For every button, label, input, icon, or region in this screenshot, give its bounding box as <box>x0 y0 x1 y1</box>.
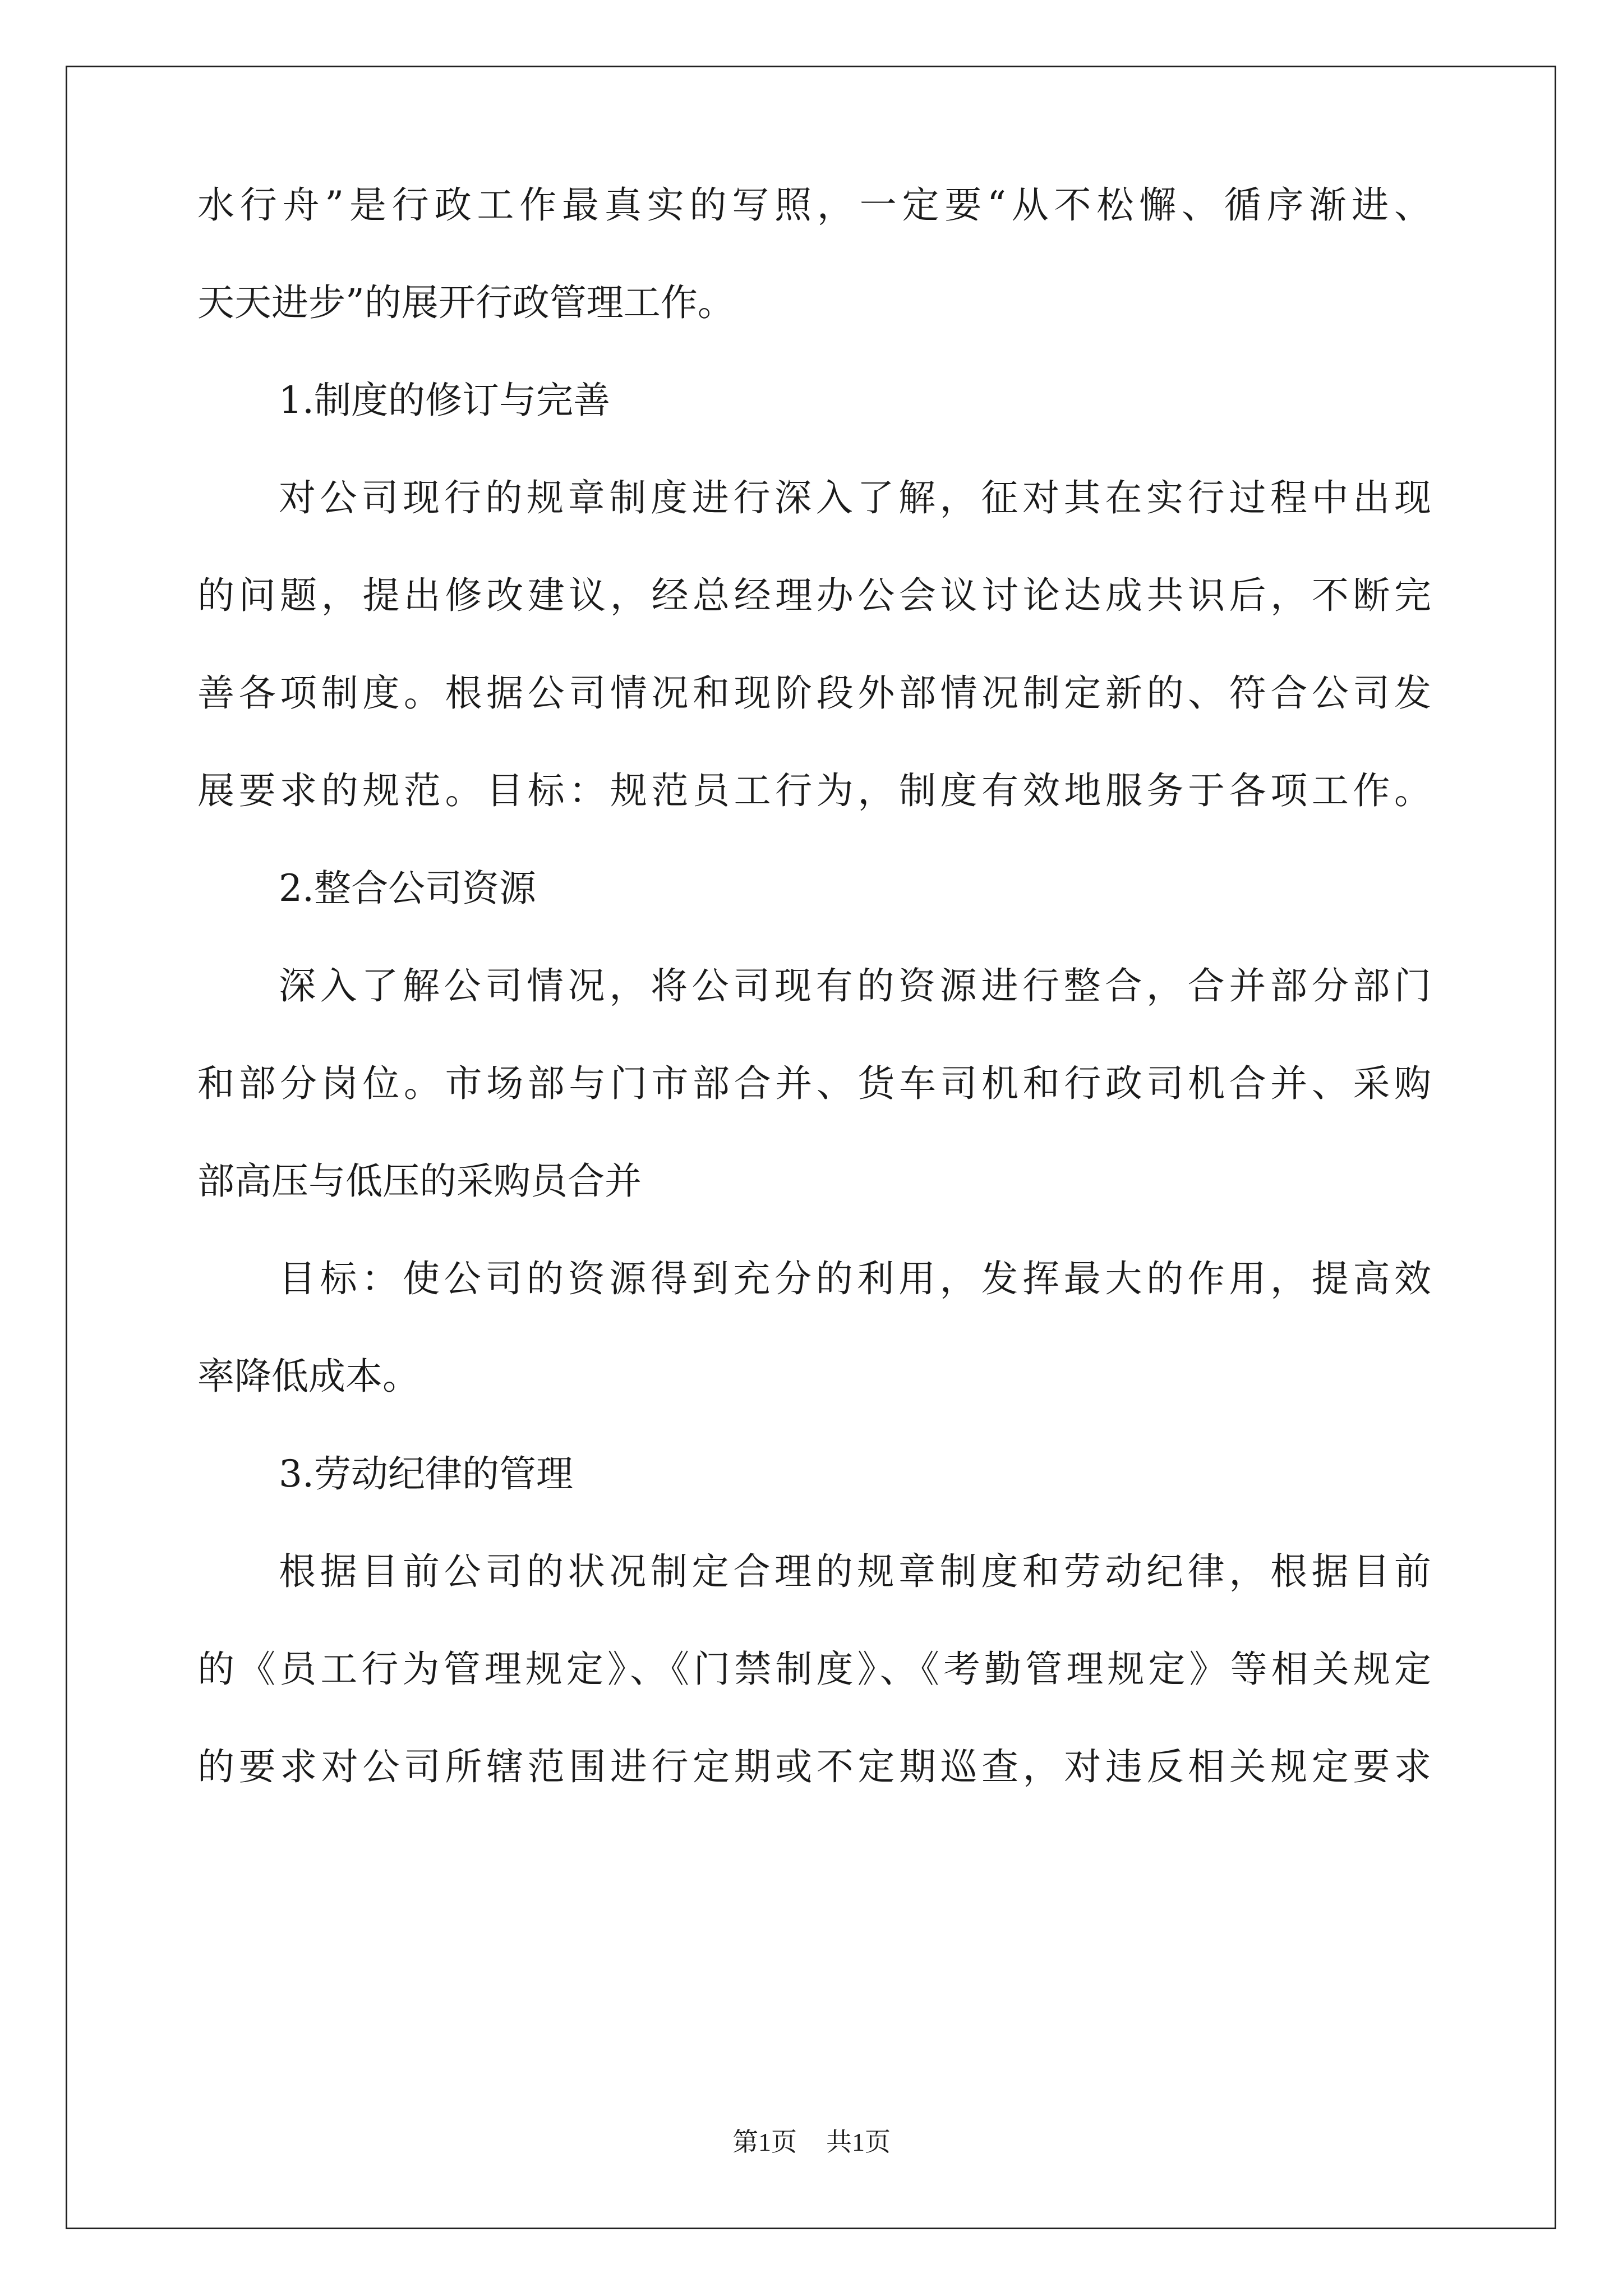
text-line: 深入了解公司情况，将公司现有的资源进行整合，合并部分部门 <box>279 964 1431 1007</box>
text-line: 目标：使公司的资源得到充分的利用，发挥最大的作用，提高效 <box>279 1257 1431 1300</box>
text-line: 2.整合公司资源 <box>279 867 536 910</box>
text-line: 展要求的规范。目标：规范员工行为，制度有效地服务于各项工作。 <box>197 769 1431 812</box>
text-line: 率降低成本。 <box>197 1355 419 1398</box>
text-line: 根据目前公司的状况制定合理的规章制度和劳动纪律，根据目前 <box>279 1550 1431 1593</box>
text-line: 1.制度的修订与完善 <box>279 379 610 422</box>
text-line: 和部分岗位。市场部与门市部合并、货车司机和行政司机合并、采购 <box>197 1062 1431 1105</box>
text-line: 天天进步”的展开行政管理工作。 <box>197 281 735 324</box>
text-line: 部高压与低压的采购员合并 <box>197 1159 642 1203</box>
document-body <box>197 183 1431 1846</box>
text-line: 善各项制度。根据公司情况和现阶段外部情况制定新的、符合公司发 <box>197 671 1431 715</box>
text-line: 水行舟”是行政工作最真实的写照，一定要“从不松懈、循序渐进、 <box>197 183 1431 227</box>
page-footer <box>0 2129 1623 2155</box>
page-total: 共1页 <box>826 2128 891 2156</box>
text-line: 的要求对公司所辖范围进行定期或不定期巡查，对违反相关规定要求 <box>197 1745 1431 1788</box>
page-number: 第1页 <box>732 2128 797 2156</box>
text-line: 的《员工行为管理规定》、《门禁制度》、《考勤管理规定》等相关规定 <box>197 1648 1431 1691</box>
text-line: 的问题，提出修改建议，经总经理办公会议讨论达成共识后，不断完 <box>197 574 1431 617</box>
text-line: 对公司现行的规章制度进行深入了解，征对其在实行过程中出现 <box>279 476 1431 519</box>
text-line: 3.劳动纪律的管理 <box>279 1452 573 1496</box>
